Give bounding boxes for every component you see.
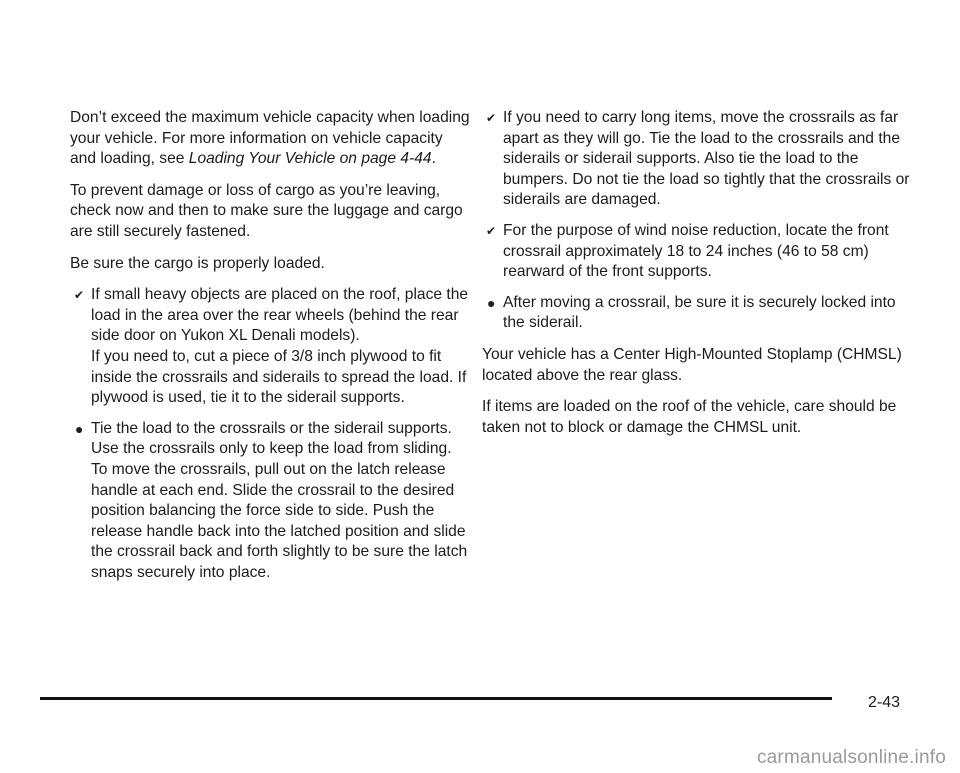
list-item <box>482 293 912 334</box>
right-bullet-list <box>482 108 912 334</box>
left-bullet-list <box>70 285 470 583</box>
capacity-text: Don’t exceed the maximum vehicle capacity when loading your vehicle. For more information on vehicle capacity and loading, see <box>70 109 470 168</box>
chmsl-paragraph: Your vehicle has a Center High-Mounted Stoplamp (CHMSL) located above the rear glass. <box>482 345 902 384</box>
list-item-text: For the purpose of wind noise reduction, locate the front crossrail approximately 18 to 24 inches (46 to 58 cm) rearward of the front supports. <box>503 221 889 281</box>
cargo-loaded-paragraph: Be sure the cargo is properly loaded. <box>70 254 325 272</box>
list-item-text: If you need to, cut a piece of 3/8 inch plywood to fit inside the crossrails and siderails to spread the load. If plywood is used, tie it to the siderail supports. <box>91 347 467 407</box>
list-item-text: If you need to carry long items, move the crossrails as far apart as they will go. Tie the load to the crossrails and the siderails or siderail supports. Also tie the load to the bumpers. Do not tie the load so tightly that the crossrails or siderails are damaged. <box>503 109 910 209</box>
list-item <box>70 285 470 409</box>
checkmark-bullet-icon: ✔ <box>486 111 497 125</box>
list-item-text: Tie the load to the crossrails or the siderail supports. Use the crossrails only to keep the load from sliding. To move the crossrails, pull out on the latch release handle at each end. Slide the crossrail to the desired position balancing the force side to side. Push the release handle back into the latched position and slide the crossrail back and forth slightly to be sure the latch snaps securely into place. <box>91 419 468 581</box>
page-number: 2-43 <box>868 694 901 711</box>
roof-load-paragraph: If items are loaded on the roof of the vehicle, care should be taken not to block or damage the CHMSL unit. <box>482 398 897 436</box>
cargo-check-paragraph: To prevent damage or loss of cargo as you’re leaving, check now and then to make sure the luggage and cargo are still securely fastened. <box>70 181 463 240</box>
list-item-text: After moving a crossrail, be sure it is securely locked into the siderail. <box>503 293 896 332</box>
list-item-text: If small heavy objects are placed on the roof, place the load in the area over the rear wheels (behind the rear side door on Yukon XL Denali models). <box>91 286 469 345</box>
dot-bullet-icon: ● <box>75 420 84 437</box>
list-item <box>482 108 912 211</box>
dot-bullet-icon: ● <box>487 294 496 311</box>
loading-reference-link[interactable]: Loading Your Vehicle on page 4-44 <box>188 150 432 168</box>
footer-divider <box>40 697 832 700</box>
checkmark-bullet-icon: ✔ <box>486 223 497 238</box>
list-item <box>70 419 470 584</box>
checkmark-bullet-icon: ✔ <box>74 288 85 303</box>
capacity-text-end: . <box>431 150 436 168</box>
watermark: carmanualsonline.info <box>756 747 946 768</box>
list-item <box>482 221 912 283</box>
right-column <box>482 108 912 449</box>
left-column <box>70 108 470 594</box>
vehicle-capacity-paragraph <box>70 108 470 170</box>
